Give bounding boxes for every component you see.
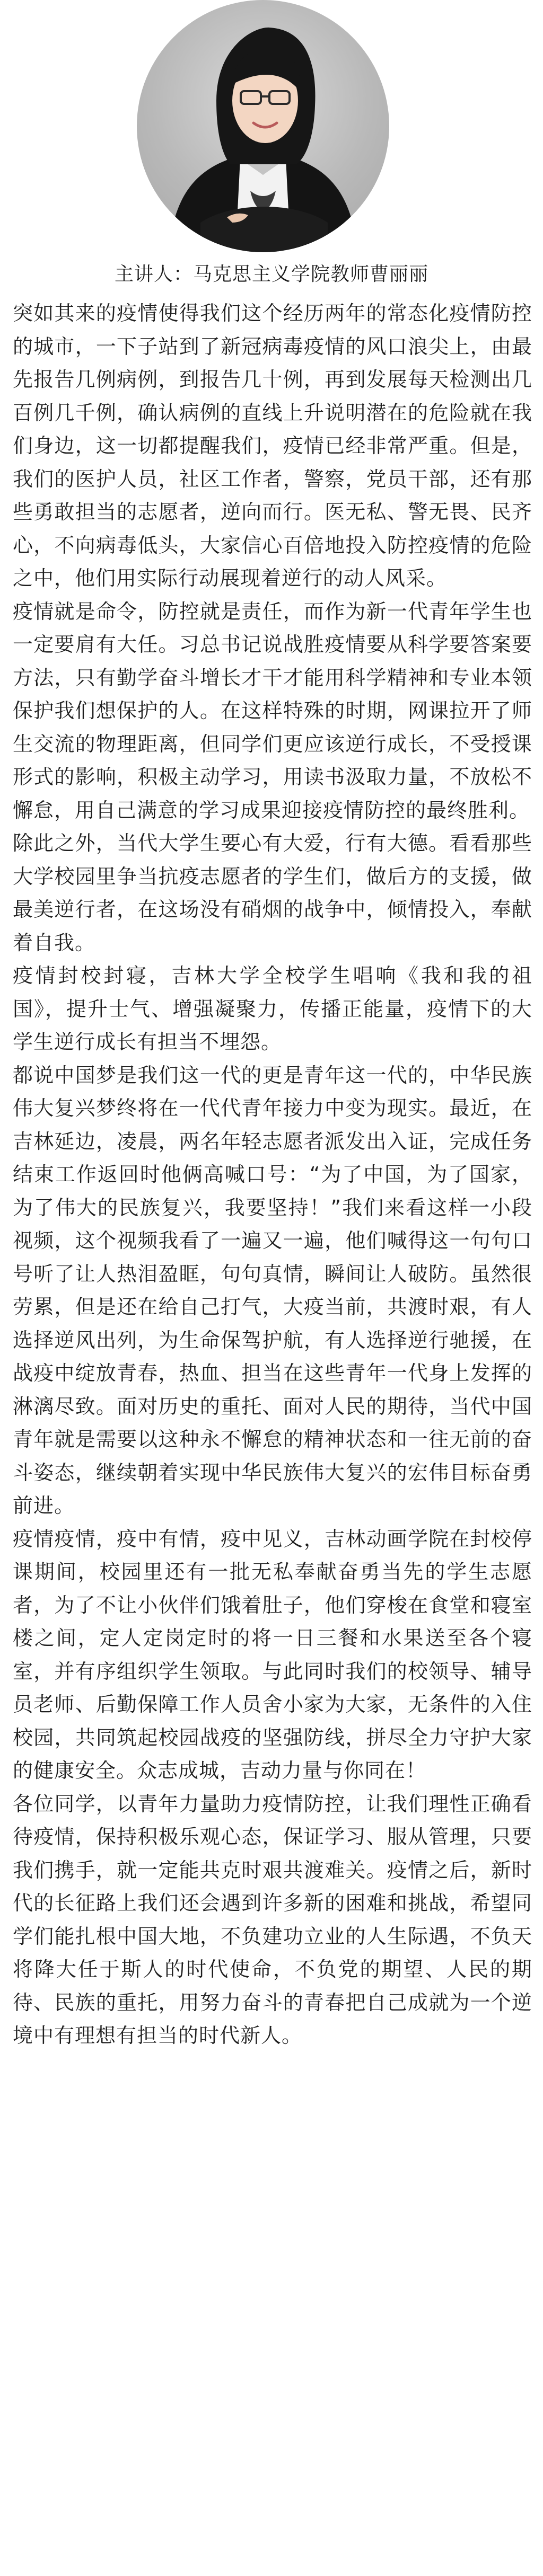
paragraph-3: 除此之外，当代大学生要心有大爱，行有大德。看看那些大学校园里争当抗疫志愿者的学生们，做后方的支援，做最美逆行者，在这场没有硝烟的战争中，倾情投入，奉献着自我。 [13,831,532,954]
article-body [13,297,532,2052]
paragraph-2: 疫情就是命令，防控就是责任，而作为新一代青年学生也一定要肩有大任。习总书记说战胜疫情要从科学要答案要方法，只有勤学奋斗增长才干才能用科学精神和专业本领保护我们想保护的人。在这样特殊的时期，网课拉开了师生交流的物理距离，但同学们更应该逆行成长，不受授课形式的影响，积极主动学习，用读书汲取力量，不放松不懈怠，用自己满意的学习成果迎接疫情防控的最终胜利。 [13,599,532,822]
paragraph-4: 疫情封校封寝，吉林大学全校学生唱响《我和我的祖国》，提升士气、增强凝聚力，传播正能量，疫情下的大学生逆行成长有担当不埋怨。 [13,964,532,1054]
paragraph-6: 疫情疫情，疫中有情，疫中见义，吉林动画学院在封校停课期间，校园里还有一批无私奉献奋勇当先的学生志愿者，为了不让小伙伴们饿着肚子，他们穿梭在食堂和寝室楼之间，定人定岗定时的将一日三餐和水果送至各个寝室，并有序组织学生领取。与此同时我们的校领导、辅导员老师、后勤保障工作人员舍小家为大家，无条件的入住校园，共同筑起校园战疫的坚强防线，拼尽全力守护大家的健康安全。众志成城，吉动力量与你同在！ [13,1527,532,1782]
paragraph-7: 各位同学，以青年力量助力疫情防控，让我们理性正确看待疫情，保持积极乐观心态，保证学习、服从管理，只要我们携手，就一定能共克时艰共渡难关。疫情之后，新时代的长征路上我们还会遇到许多新的困难和挑战，希望同学们能扎根中国大地，不负建功立业的人生际遇，不负天将降大任于斯人的时代使命，不负党的期望、人民的期待、民族的重托，用努力奋斗的青春把自己成就为一个逆境中有理想有担当的时代新人。 [13,1792,532,2047]
speaker-portrait [137,0,389,252]
paragraph-5: 都说中国梦是我们这一代的更是青年这一代的，中华民族伟大复兴梦终将在一代代青年接力中变为现实。最近，在吉林延边，凌晨，两名年轻志愿者派发出入证，完成任务结束工作返回时他俩高喊口号：“为了中国，为了国家，为了伟大的民族复兴，我要坚持！”我们来看这样一小段视频，这个视频我看了一遍又一遍，他们喊得这一句句口号听了让人热泪盈眶，句句真情，瞬间让人破防。虽然很劳累，但是还在给自己打气，大疫当前，共渡时艰，有人选择逆风出列，为生命保驾护航，有人选择逆行驰援，在战疫中绽放青春，热血、担当在这些青年一代身上发挥的淋漓尽致。面对历史的重托、面对人民的期待，当代中国青年就是需要以这种永不懈怠的精神状态和一往无前的奋斗姿态，继续朝着实现中华民族伟大复兴的宏伟目标奋勇前进。 [13,1063,532,1517]
speaker-photo [137,0,389,252]
paragraph-1: 突如其来的疫情使得我们这个经历两年的常态化疫情防控的城市，一下子站到了新冠病毒疫情的风口浪尖上，由最先报告几例病例，到报告几十例，再到发展每天检测出几百例几千例，确认病例的直线上升说明潜在的危险就在我们身边，这一切都提醒我们，疫情已经非常严重。但是，我们的医护人员，社区工作者，警察，党员干部，还有那些勇敢担当的志愿者，逆向而行。医无私、警无畏、民齐心，不向病毒低头，大家信心百倍地投入防控疫情的危险之中，他们用实际行动展现着逆行的动人风采。 [13,302,532,590]
speaker-caption: 主讲人：马克思主义学院教师曹丽丽 [114,263,428,285]
